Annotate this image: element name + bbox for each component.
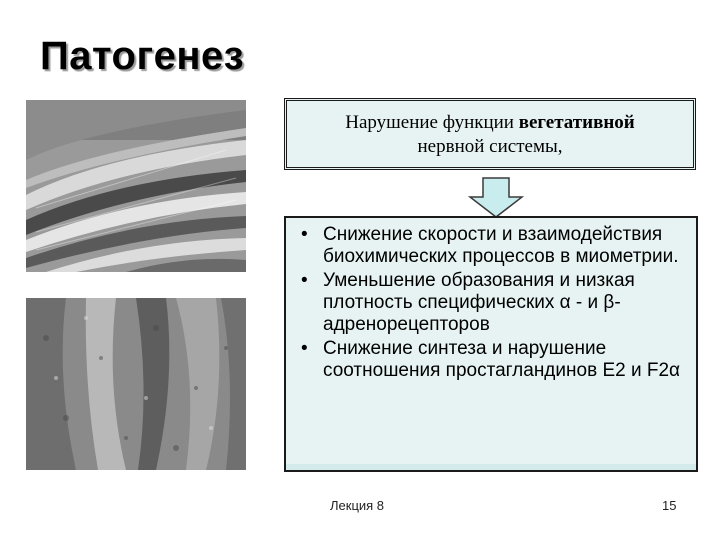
- bullet-marker: •: [301, 270, 308, 291]
- list-item: [298, 270, 688, 336]
- list-item: [298, 338, 688, 382]
- list-item: [298, 224, 688, 268]
- bullet-marker: •: [301, 224, 308, 245]
- micrograph-bottom: [26, 298, 246, 470]
- list-item-text: Уменьшение образования и низкая плотность специфических α - и β-адренорецепторов: [323, 270, 635, 335]
- slide-title: Патогенез: [40, 34, 245, 78]
- page-number: 15: [662, 498, 677, 513]
- bullet-list-box: [284, 216, 698, 472]
- callout-line-2: нервной системы,: [417, 136, 563, 157]
- bullet-list: [286, 218, 696, 382]
- list-item-text: Снижение синтеза и нарушение соотношения простагландинов Е2 и F2α: [323, 338, 681, 381]
- bullet-marker: •: [301, 338, 308, 359]
- footer-lecture-label: Лекция 8: [330, 498, 385, 513]
- callout-line-1: [287, 111, 693, 135]
- callout-box: [284, 98, 696, 170]
- micrograph-top: [26, 100, 246, 272]
- callout-emphasis: вегетативной: [518, 112, 635, 133]
- callout-text: Нарушение функции: [345, 112, 519, 133]
- list-item-text: Снижение скорости и взаимодействия биохимических процессов в миометрии.: [323, 224, 679, 267]
